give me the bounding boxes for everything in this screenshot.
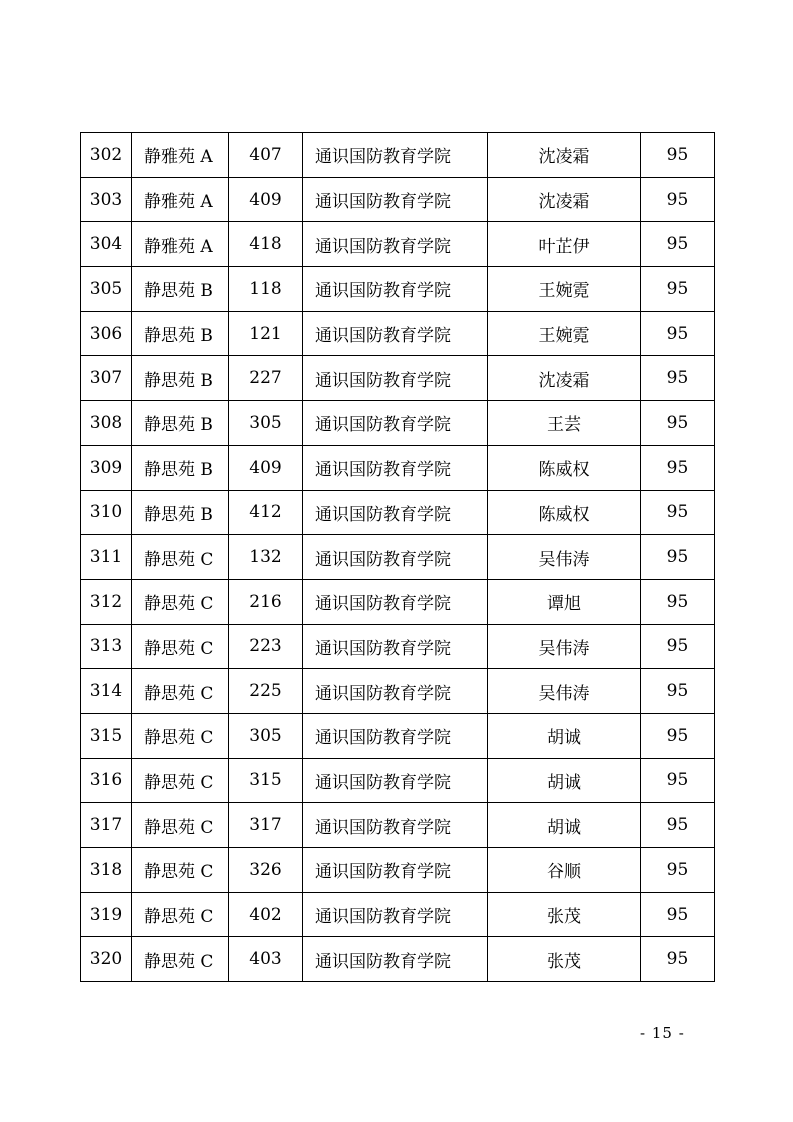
table-row bbox=[81, 803, 715, 848]
table-row bbox=[81, 713, 715, 758]
row-index-cell: 318 bbox=[81, 848, 132, 893]
college-cell: 通识国防教育学院 bbox=[303, 133, 488, 178]
college-cell: 通识国防教育学院 bbox=[303, 669, 488, 714]
college-cell: 通识国防教育学院 bbox=[303, 892, 488, 937]
college-cell: 通识国防教育学院 bbox=[303, 803, 488, 848]
score-cell: 95 bbox=[641, 937, 715, 982]
score-cell: 95 bbox=[641, 177, 715, 222]
room-number-cell: 227 bbox=[229, 356, 303, 401]
room-number-cell: 223 bbox=[229, 624, 303, 669]
room-number-cell: 315 bbox=[229, 758, 303, 803]
counselor-cell: 王芸 bbox=[488, 401, 641, 446]
building-cell: 静思苑 B bbox=[132, 267, 229, 312]
room-number-cell: 418 bbox=[229, 222, 303, 267]
row-index-cell: 319 bbox=[81, 892, 132, 937]
room-number-cell: 409 bbox=[229, 177, 303, 222]
row-index-cell: 311 bbox=[81, 535, 132, 580]
table-row bbox=[81, 177, 715, 222]
row-index-cell: 306 bbox=[81, 311, 132, 356]
counselor-cell: 吴伟涛 bbox=[488, 535, 641, 580]
table-body bbox=[81, 133, 715, 982]
score-cell: 95 bbox=[641, 758, 715, 803]
counselor-cell: 胡诚 bbox=[488, 713, 641, 758]
building-cell: 静思苑 B bbox=[132, 356, 229, 401]
table-row bbox=[81, 892, 715, 937]
counselor-cell: 王婉霓 bbox=[488, 267, 641, 312]
table-row bbox=[81, 311, 715, 356]
score-cell: 95 bbox=[641, 222, 715, 267]
building-cell: 静思苑 C bbox=[132, 848, 229, 893]
college-cell: 通识国防教育学院 bbox=[303, 758, 488, 803]
building-cell: 静雅苑 A bbox=[132, 177, 229, 222]
room-number-cell: 409 bbox=[229, 445, 303, 490]
table-row bbox=[81, 133, 715, 178]
table-row bbox=[81, 848, 715, 893]
counselor-cell: 谭旭 bbox=[488, 579, 641, 624]
row-index-cell: 312 bbox=[81, 579, 132, 624]
building-cell: 静思苑 C bbox=[132, 579, 229, 624]
college-cell: 通识国防教育学院 bbox=[303, 445, 488, 490]
score-cell: 95 bbox=[641, 490, 715, 535]
counselor-cell: 吴伟涛 bbox=[488, 669, 641, 714]
room-number-cell: 305 bbox=[229, 401, 303, 446]
college-cell: 通识国防教育学院 bbox=[303, 535, 488, 580]
college-cell: 通识国防教育学院 bbox=[303, 713, 488, 758]
row-index-cell: 313 bbox=[81, 624, 132, 669]
room-number-cell: 403 bbox=[229, 937, 303, 982]
counselor-cell: 谷顺 bbox=[488, 848, 641, 893]
room-number-cell: 118 bbox=[229, 267, 303, 312]
room-number-cell: 216 bbox=[229, 579, 303, 624]
score-cell: 95 bbox=[641, 579, 715, 624]
table-row bbox=[81, 937, 715, 982]
table-row bbox=[81, 222, 715, 267]
table-row bbox=[81, 356, 715, 401]
counselor-cell: 张茂 bbox=[488, 892, 641, 937]
table-row bbox=[81, 445, 715, 490]
building-cell: 静思苑 C bbox=[132, 535, 229, 580]
room-number-cell: 121 bbox=[229, 311, 303, 356]
row-index-cell: 308 bbox=[81, 401, 132, 446]
table-row bbox=[81, 758, 715, 803]
college-cell: 通识国防教育学院 bbox=[303, 490, 488, 535]
score-cell: 95 bbox=[641, 311, 715, 356]
page-number: - 15 - bbox=[640, 1024, 685, 1042]
score-cell: 95 bbox=[641, 535, 715, 580]
room-number-cell: 305 bbox=[229, 713, 303, 758]
room-number-cell: 412 bbox=[229, 490, 303, 535]
row-index-cell: 314 bbox=[81, 669, 132, 714]
row-index-cell: 302 bbox=[81, 133, 132, 178]
row-index-cell: 320 bbox=[81, 937, 132, 982]
room-number-cell: 132 bbox=[229, 535, 303, 580]
building-cell: 静雅苑 A bbox=[132, 222, 229, 267]
counselor-cell: 陈威权 bbox=[488, 445, 641, 490]
building-cell: 静雅苑 A bbox=[132, 133, 229, 178]
room-number-cell: 402 bbox=[229, 892, 303, 937]
table-row bbox=[81, 490, 715, 535]
building-cell: 静思苑 C bbox=[132, 669, 229, 714]
inspection-score-table bbox=[80, 132, 715, 982]
score-cell: 95 bbox=[641, 848, 715, 893]
row-index-cell: 305 bbox=[81, 267, 132, 312]
row-index-cell: 317 bbox=[81, 803, 132, 848]
college-cell: 通识国防教育学院 bbox=[303, 177, 488, 222]
building-cell: 静思苑 C bbox=[132, 937, 229, 982]
table-row bbox=[81, 579, 715, 624]
score-cell: 95 bbox=[641, 713, 715, 758]
row-index-cell: 307 bbox=[81, 356, 132, 401]
building-cell: 静思苑 C bbox=[132, 713, 229, 758]
building-cell: 静思苑 B bbox=[132, 445, 229, 490]
counselor-cell: 陈威权 bbox=[488, 490, 641, 535]
table-row bbox=[81, 401, 715, 446]
score-cell: 95 bbox=[641, 356, 715, 401]
counselor-cell: 王婉霓 bbox=[488, 311, 641, 356]
table-row bbox=[81, 669, 715, 714]
building-cell: 静思苑 C bbox=[132, 803, 229, 848]
room-number-cell: 407 bbox=[229, 133, 303, 178]
counselor-cell: 胡诚 bbox=[488, 803, 641, 848]
row-index-cell: 309 bbox=[81, 445, 132, 490]
room-number-cell: 317 bbox=[229, 803, 303, 848]
table-row bbox=[81, 267, 715, 312]
building-cell: 静思苑 B bbox=[132, 311, 229, 356]
row-index-cell: 304 bbox=[81, 222, 132, 267]
score-cell: 95 bbox=[641, 669, 715, 714]
counselor-cell: 沈凌霜 bbox=[488, 356, 641, 401]
college-cell: 通识国防教育学院 bbox=[303, 848, 488, 893]
college-cell: 通识国防教育学院 bbox=[303, 579, 488, 624]
counselor-cell: 沈凌霜 bbox=[488, 133, 641, 178]
score-cell: 95 bbox=[641, 445, 715, 490]
row-index-cell: 315 bbox=[81, 713, 132, 758]
college-cell: 通识国防教育学院 bbox=[303, 356, 488, 401]
row-index-cell: 310 bbox=[81, 490, 132, 535]
score-cell: 95 bbox=[641, 624, 715, 669]
college-cell: 通识国防教育学院 bbox=[303, 401, 488, 446]
score-cell: 95 bbox=[641, 803, 715, 848]
college-cell: 通识国防教育学院 bbox=[303, 311, 488, 356]
building-cell: 静思苑 B bbox=[132, 490, 229, 535]
row-index-cell: 303 bbox=[81, 177, 132, 222]
counselor-cell: 叶芷伊 bbox=[488, 222, 641, 267]
counselor-cell: 张茂 bbox=[488, 937, 641, 982]
score-cell: 95 bbox=[641, 401, 715, 446]
score-cell: 95 bbox=[641, 892, 715, 937]
building-cell: 静思苑 C bbox=[132, 892, 229, 937]
college-cell: 通识国防教育学院 bbox=[303, 267, 488, 312]
table-row bbox=[81, 624, 715, 669]
score-cell: 95 bbox=[641, 133, 715, 178]
building-cell: 静思苑 C bbox=[132, 624, 229, 669]
college-cell: 通识国防教育学院 bbox=[303, 624, 488, 669]
college-cell: 通识国防教育学院 bbox=[303, 937, 488, 982]
counselor-cell: 沈凌霜 bbox=[488, 177, 641, 222]
counselor-cell: 吴伟涛 bbox=[488, 624, 641, 669]
college-cell: 通识国防教育学院 bbox=[303, 222, 488, 267]
room-number-cell: 225 bbox=[229, 669, 303, 714]
building-cell: 静思苑 B bbox=[132, 401, 229, 446]
counselor-cell: 胡诚 bbox=[488, 758, 641, 803]
row-index-cell: 316 bbox=[81, 758, 132, 803]
building-cell: 静思苑 C bbox=[132, 758, 229, 803]
score-cell: 95 bbox=[641, 267, 715, 312]
table-row bbox=[81, 535, 715, 580]
room-number-cell: 326 bbox=[229, 848, 303, 893]
